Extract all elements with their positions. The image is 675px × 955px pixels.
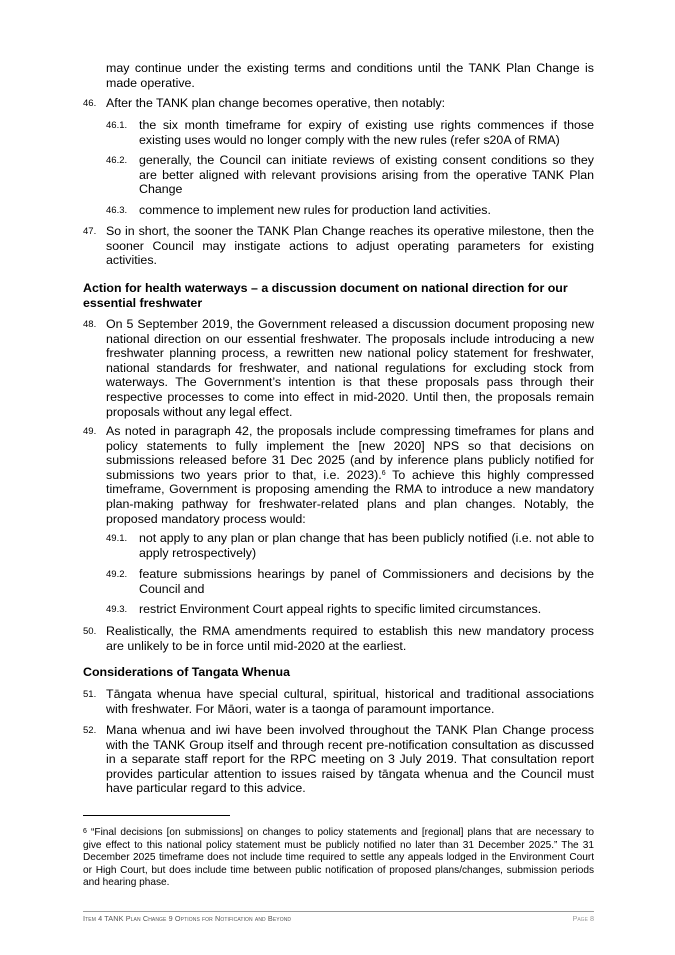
footer-title: Item 4 TANK Plan Change 9 Options for Notification and Beyond [83, 914, 292, 923]
paragraph-49-2: feature submissions hearings by panel of Commissioners and decisions by the Council and [139, 567, 594, 596]
subpara-number: 46.3. [106, 205, 128, 216]
para-number: 48. [83, 319, 97, 330]
paragraph-46-2: generally, the Council can initiate reviews of existing consent conditions so they are better aligned with relevant provisions arising from the operative TANK Plan Change [139, 153, 594, 197]
paragraph-49 [106, 424, 594, 526]
footer-divider [83, 911, 594, 912]
paragraph-51: Tāngata whenua have special cultural, spiritual, historical and traditional associations with freshwater. For Māori, water is a taonga of paramount importance. [106, 687, 594, 716]
para-number: 47. [83, 226, 97, 237]
footnote-number: 6 [83, 828, 87, 835]
paragraph-49-3: restrict Environment Court appeal rights to specific limited circumstances. [139, 602, 542, 616]
section-heading-tangata: Considerations of Tangata Whenua [83, 665, 290, 679]
paragraph-46: After the TANK plan change becomes operative, then notably: [106, 96, 446, 110]
paragraph-46-1: the six month timeframe for expiry of existing use rights commences if those existing uses would no longer comply with the new rules (refer s20A of RMA) [139, 118, 594, 147]
page-number: Page 8 [572, 914, 594, 923]
para-number: 46. [83, 98, 97, 109]
subpara-number: 49.3. [106, 604, 128, 615]
paragraph-48: On 5 September 2019, the Government released a discussion document proposing new national direction on our essential freshwater. The proposals include introducing a new freshwater planning process, a rewritten new national policy statement for freshwater, national standards for freshwater, and national regulations for excluding stock from waterways. The Government’s intention is that these proposals pass through their respective processes to come into effect in mid-2020. Until then, the proposals remain proposals without any legal effect. [106, 317, 594, 419]
footnote-text: “Final decisions [on submissions] on changes to policy statements and [regional] plans that are necessary to give effect to this national policy statement must be publicly notified no later than 31 December 2025.” The 31 December 2025 timeframe does not include time required to settle any appeals lodged in the Environment Court or High Court, but does include time between public notification of proposed plans/changes, submission periods and hearing phase. [83, 827, 594, 889]
continued-paragraph: may continue under the existing terms and conditions until the TANK Plan Change is made operative. [106, 61, 594, 90]
paragraph-49-text-b: To achieve this highly compressed timeframe, Government is proposing amending the RMA to introduce a new mandatory plan-making pathway for freshwater-related plans and plan changes. Notably, the proposed mandatory process would: [106, 467, 594, 526]
paragraph-46-3: commence to implement new rules for production land activities. [139, 203, 491, 217]
subpara-number: 49.2. [106, 569, 128, 580]
paragraph-50: Realistically, the RMA amendments required to establish this new mandatory process are unlikely to be in force until mid-2020 at the earliest. [106, 624, 594, 653]
section-heading-action: Action for health waterways – a discussion document on national direction for our essential freshwater [83, 281, 568, 310]
subpara-number: 49.1. [106, 533, 128, 544]
para-number: 51. [83, 689, 97, 700]
subpara-number: 46.1. [106, 120, 128, 131]
subpara-number: 46.2. [106, 155, 128, 166]
para-number: 52. [83, 725, 97, 736]
footnote-separator [83, 815, 230, 816]
paragraph-49-text-a: As noted in paragraph 42, the proposals include compressing timeframes for plans and policy statements to fully implement the [new 2020] NPS so that decisions on submissions released before 31 Dec 2025 (and by inference plans publicly notified for submissions two years prior to that, i.e. 2023). [106, 424, 594, 482]
footnote-reference: 6 [381, 469, 386, 477]
paragraph-52: Mana whenua and iwi have been involved throughout the TANK Plan Change process with the TANK Group itself and through recent pre-notification consultation as discussed in a separate staff report for the RPC meeting on 3 July 2019. That consultation report provides particular attention to issues raised by tāngata whenua and the Council must have particular regard to this advice. [106, 723, 594, 796]
paragraph-47: So in short, the sooner the TANK Plan Change reaches its operative milestone, then the sooner Council may instigate actions to adjust operating parameters for existing activities. [106, 224, 594, 268]
para-number: 49. [83, 426, 97, 437]
footnote [83, 827, 594, 890]
paragraph-49-1: not apply to any plan or plan change that has been publicly notified (i.e. not able to apply retrospectively) [139, 531, 594, 560]
para-number: 50. [83, 626, 97, 637]
